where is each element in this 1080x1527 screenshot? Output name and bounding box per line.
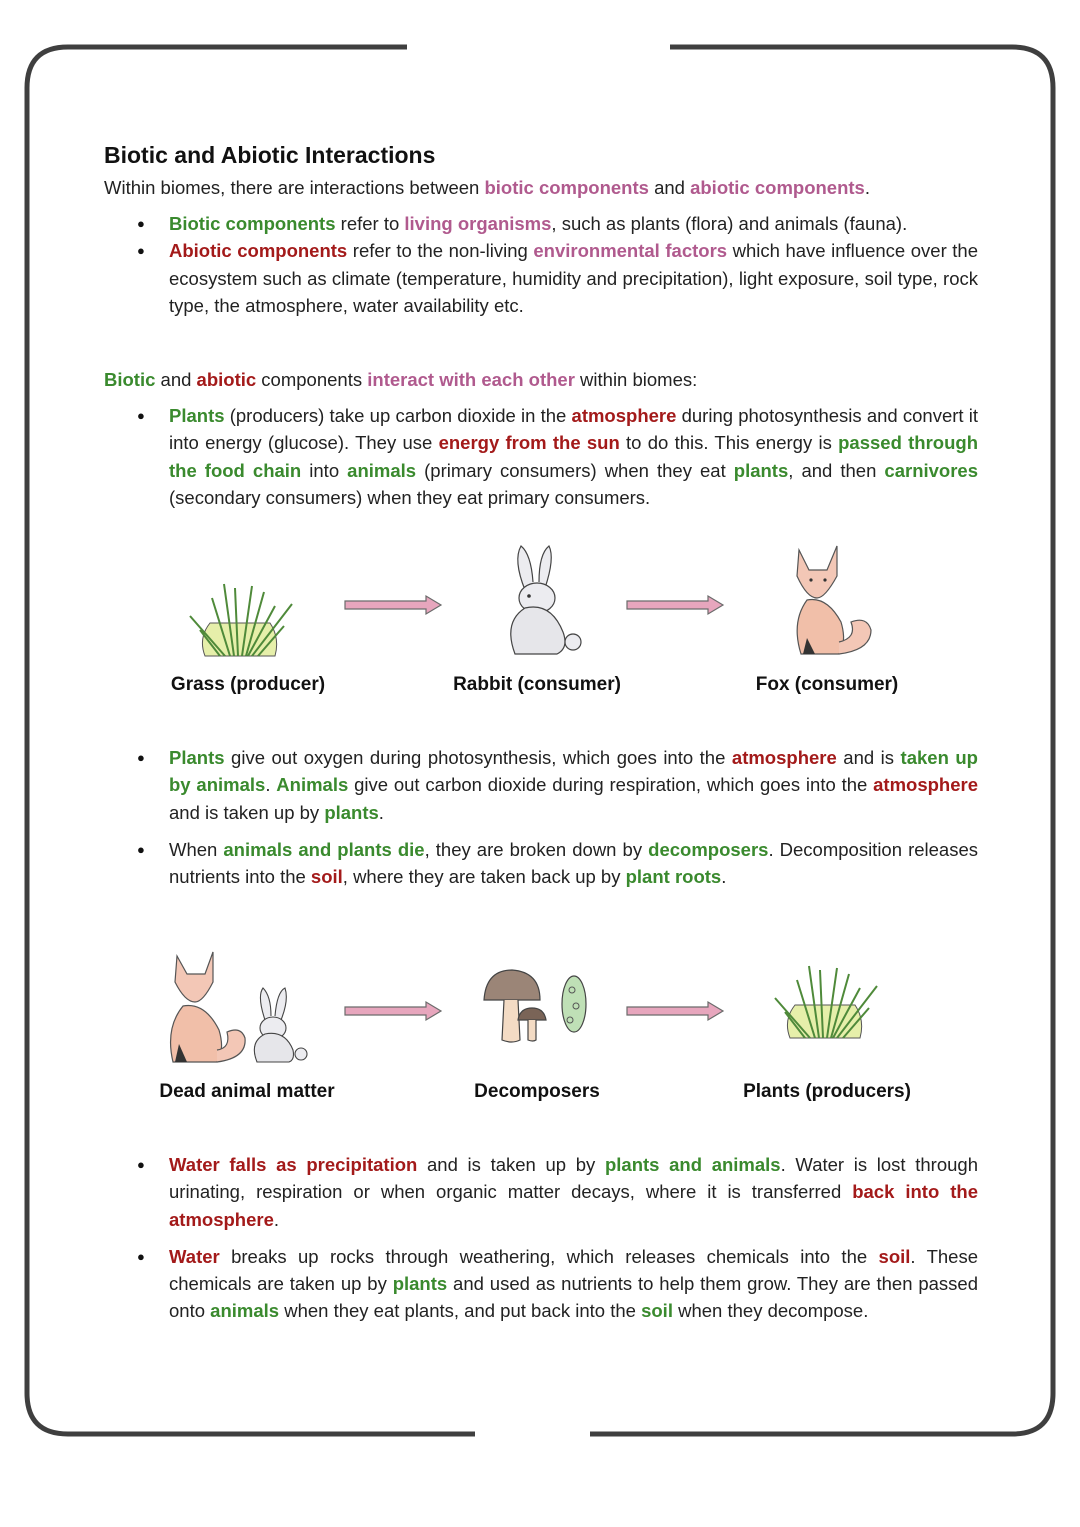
page-title: Biotic and Abiotic Interactions — [104, 142, 436, 168]
arrow-icon — [342, 594, 444, 616]
dead-animals-icon — [165, 950, 315, 1065]
caption-rabbit: Rabbit (consumer) — [453, 674, 621, 695]
bullet-energy-flow: ● Plants (producers) take up carbon dioxide in the atmosphere during photosynthesis and convert it into energy (glucose). They use energy from the sun to do this. This energy is passed through the food chain into animals (primary consumers) when they eat plants, and then carnivores (secondary consumers) when they eat primary consumers. — [104, 402, 978, 511]
bullet-gas-exchange: ● Plants give out oxygen during photosynthesis, which goes into the atmosphere and is taken up by animals. Animals give out carbon dioxide during respiration, which goes into the atmosphere and is taken up by plants. — [104, 744, 978, 826]
bullet-weathering: ● Water breaks up rocks through weathering, which releases chemicals into the soil. These chemicals are taken up by plants and used as nutrients to help them grow. They are then passed onto animals when they eat plants, and put back into the soil when they decompose. — [104, 1243, 978, 1325]
caption-grass: Grass (producer) — [170, 674, 326, 695]
arrow-icon — [342, 1000, 444, 1022]
water-bullets — [104, 1151, 978, 1325]
cycle-bullets — [104, 744, 978, 890]
biotic-definition: ● Biotic components refer to living organisms, such as plants (flora) and animals (fauna). — [104, 210, 978, 237]
intro-paragraph: Within biomes, there are interactions between biotic components and abiotic components. — [104, 177, 870, 198]
plants-icon — [765, 960, 885, 1040]
grass-illustration — [180, 578, 300, 658]
caption-fox: Fox (consumer) — [755, 674, 899, 695]
arrow-icon — [624, 1000, 726, 1022]
fox-icon — [785, 542, 875, 660]
bullet-water-cycle: ● Water falls as precipitation and is taken up by plants and animals. Water is lost through urinating, respiration or when organic matter decays, where it is transferred back into the atmosphere. — [104, 1151, 978, 1233]
arrow-icon — [624, 594, 726, 616]
caption-dead-animal-matter: Dead animal matter — [159, 1081, 335, 1102]
decomposers-icon — [480, 968, 595, 1048]
interactions-lead: Biotic and abiotic components interact with each other within biomes: — [104, 369, 698, 390]
rabbit-icon — [495, 542, 590, 660]
definitions-list — [104, 210, 978, 319]
caption-decomposers: Decomposers — [474, 1081, 600, 1102]
caption-plants: Plants (producers) — [743, 1081, 911, 1102]
food-chain-bullet — [104, 402, 978, 511]
abiotic-definition: ● Abiotic components refer to the non-living environmental factors which have influence over the ecosystem such as climate (temperature, humidity and precipitation), light exposure, soil type, rock type, the atmosphere, water availability etc. — [104, 237, 978, 319]
bullet-decomposition: ● When animals and plants die, they are broken down by decomposers. Decomposition releases nutrients into the soil, where they are taken back up by plant roots. — [104, 836, 978, 891]
